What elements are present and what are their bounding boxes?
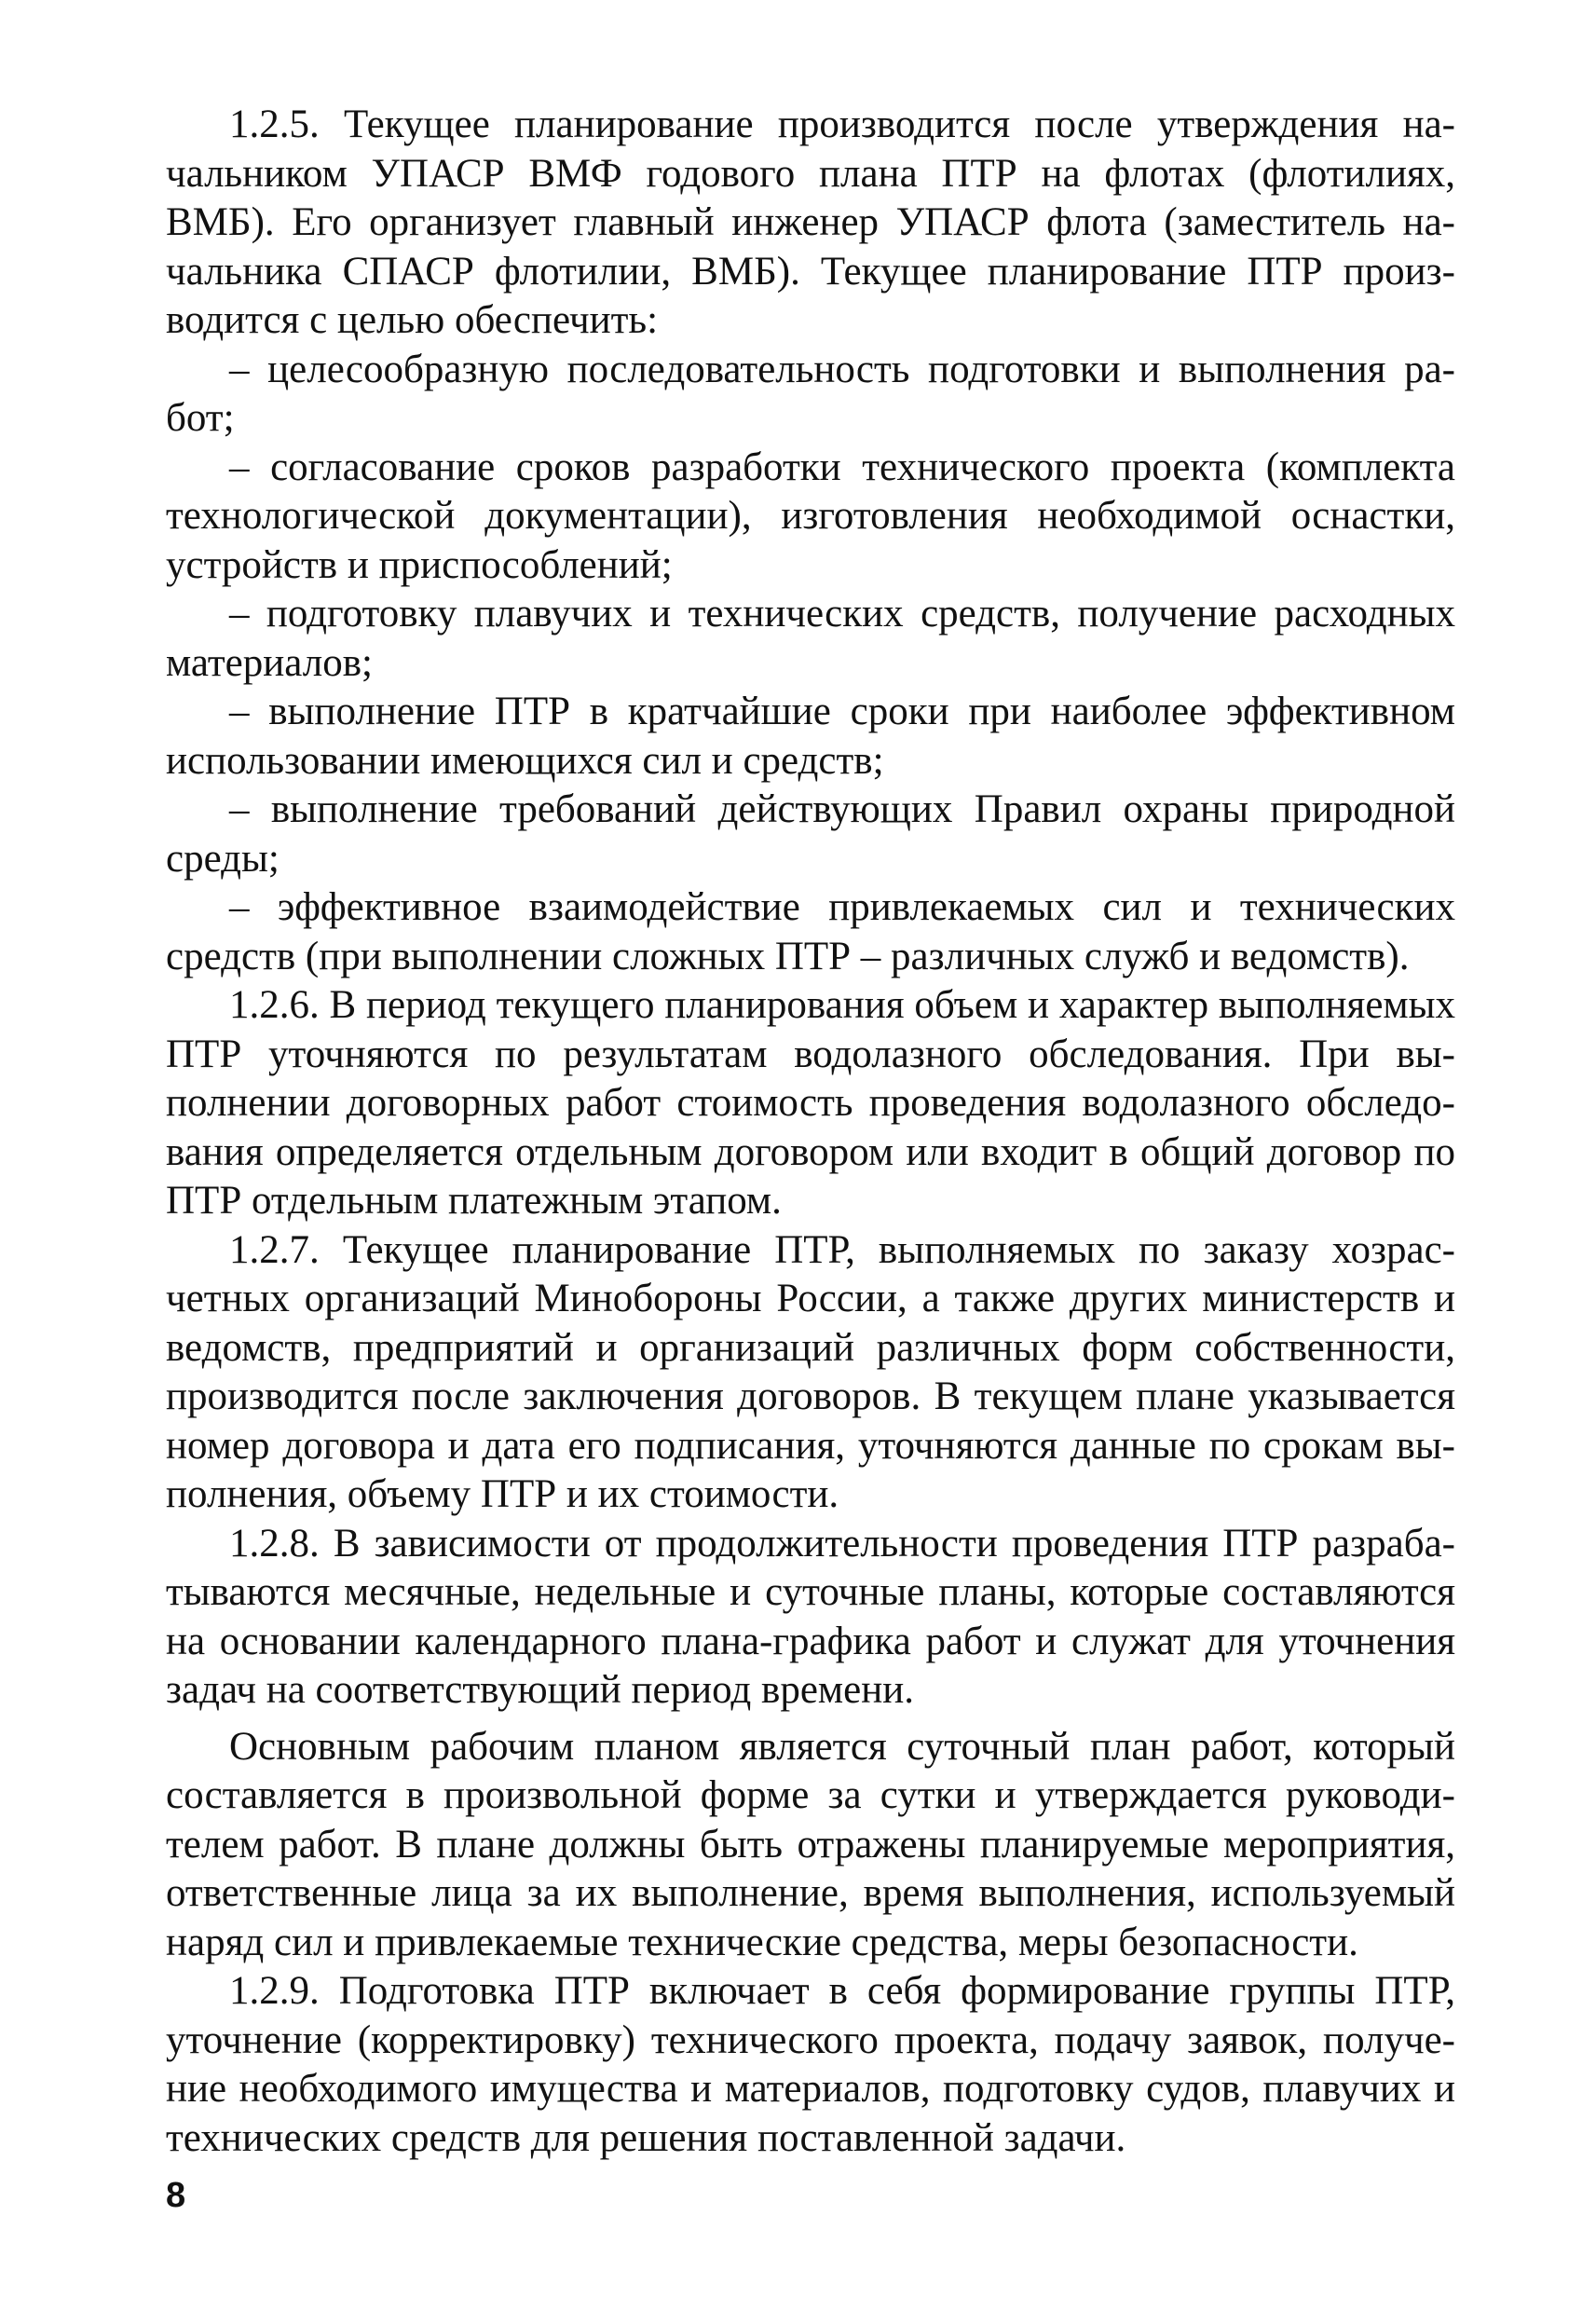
paragraph-daily-plan: Основным рабочим планом является суточный план работ, который составляется в произвольной форме за сутки и утверждается руководителем работ. В плане должны быть отражены планируемые мероприятия, ответственные лица за их выполнение, время выполнения, используемый наряд сил и привлекаемые технические средства, меры безопасности. [166, 1724, 1455, 1964]
paragraph-1-2-7: 1.2.7. Текущее планирование ПТР, выполняемых по заказу хозрасчетных организаций Минобороны России, а также других министерств и ведомств, предприятий и организаций различных форм собственности, производится после заключения договоров. В текущем плане указывается номер договора и дата его подписания, уточняются данные по срокам выполнения, объему ПТР и их стоимости. [166, 1227, 1455, 1516]
list-item-interaction: – эффективное взаимодействие привлекаемых сил и технических средств (при выполнении сложных ПТР – различных служб и ведомств). [166, 885, 1455, 978]
paragraph-1-2-9: 1.2.9. Подготовка ПТР включает в себя формирование группы ПТР, уточнение (корректировку) технического проекта, подачу заявок, получение необходимого имущества и материалов, подготовку судов, плавучих и технических средств для решения поставленной задачи. [166, 1969, 1455, 2160]
list-item-deadlines: – согласование сроков разработки технического проекта (комплекта технологической документации), изготовления необходимой оснастки, устройств и приспособлений; [166, 444, 1455, 587]
document-page [166, 101, 1455, 2163]
list-item-execution: – выполнение ПТР в кратчайшие сроки при наиболее эффективном использовании имеющихся сил и средств; [166, 690, 1455, 783]
list-item-sequence: – целесообразную последовательность подготовки и выполнения работ; [166, 347, 1455, 440]
list-item-preparation: – подготовку плавучих и технических средств, получение расходных материалов; [166, 592, 1455, 685]
paragraph-1-2-6: 1.2.6. В период текущего планирования объем и характер выполняемых ПТР уточняются по результатам водолазного обследования. При выполнении договорных работ стоимость проведения водолазного обследования определяется отдельным договором или входит в общий договор по ПТР отдельным платежным этапом. [166, 983, 1455, 1223]
page-number: 8 [166, 2176, 186, 2215]
paragraph-1-2-5: 1.2.5. Текущее планирование производится после утверждения начальником УПАСР ВМФ годового плана ПТР на флотах (флотилиях, ВМБ). Его организует главный инженер УПАСР флота (заместитель начальника СПАСР флотилии, ВМБ). Текущее планирование ПТР производится с целью обеспечить: [166, 103, 1455, 342]
list-item-environment: – выполнение требований действующих Правил охраны природной среды; [166, 787, 1455, 881]
paragraph-1-2-8: 1.2.8. В зависимости от продолжительности проведения ПТР разрабатываются месячные, недельные и суточные планы, которые составляются на основании календарного плана-графика работ и служат для уточнения задач на соответствующий период времени. [166, 1521, 1455, 1712]
